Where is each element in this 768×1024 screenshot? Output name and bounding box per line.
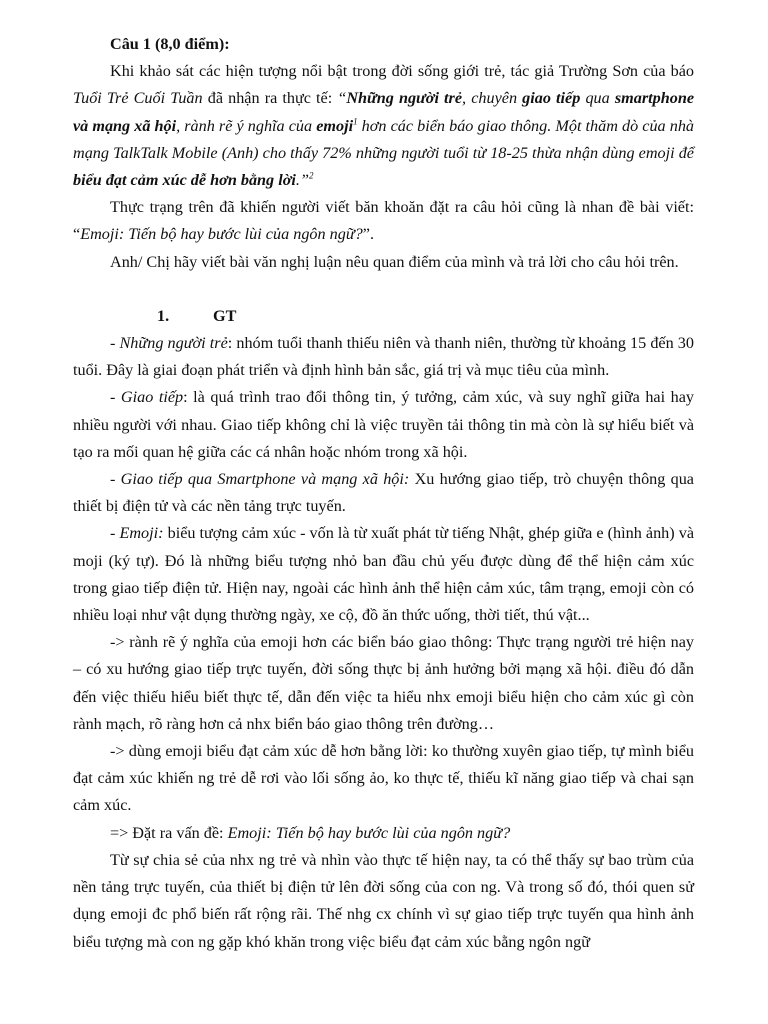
quote-keyword: emoji — [316, 116, 354, 135]
problem-question: Emoji: Tiến bộ hay bước lùi của ngôn ngữ? — [227, 823, 511, 842]
newspaper-name: Tuổi Trẻ Cuối Tuần — [73, 89, 203, 108]
prompt-paragraph — [73, 58, 694, 194]
problem-statement — [73, 820, 694, 847]
problem-prefix: => Đặt ra vấn đề: — [110, 823, 228, 842]
prompt-text: Khi khảo sát các hiện tượng nổi bật trong đời sống giới trẻ, tác giả Trường Sơn của báo — [110, 62, 694, 81]
quote-text: , chuyên — [462, 89, 523, 108]
prompt-text: đã nhận ra thực tế: — [202, 89, 338, 108]
definition-emoji — [73, 520, 694, 629]
section-title: GT — [213, 306, 237, 325]
definition-term: Emoji: — [119, 524, 164, 543]
question-heading: Câu 1 (8,0 điểm): — [110, 35, 230, 53]
quote-keyword: giao tiếp — [522, 89, 581, 108]
quote-keyword: Những người trẻ — [346, 89, 463, 108]
quote-text: qua — [580, 89, 615, 108]
quote-keyword: biểu đạt cảm xúc dễ hơn bằng lời — [73, 171, 296, 190]
definition-dash: - — [110, 524, 120, 543]
definition-smartphone-communication — [73, 466, 694, 520]
definition-text: Xu hướng giao tiếp, trò chuyện thông qua thiết bị điện tử và các nền tảng trực tuyến. — [73, 470, 694, 516]
quote-open: “ — [337, 89, 347, 108]
definition-term: - Giao tiếp qua Smartphone và mạng xã hội: — [110, 470, 410, 489]
context-text: ”. — [362, 225, 374, 244]
spacer — [73, 276, 694, 303]
analysis-emotion-expression: -> dùng emoji biểu đạt cảm xúc dễ hơn bằng lời: ko thường xuyên giao tiếp, tự mình biểu đạt cảm xúc khiến ng trẻ dễ rơi vào lối sống ảo, ko thực tế, thiếu kĩ năng giao tiếp và chai sạn cảm xúc. — [73, 742, 694, 815]
analysis-traffic-signs: -> rành rẽ ý nghĩa của emoji hơn các biển báo giao thông: Thực trạng người trẻ hiện nay – có xu hướng giao tiếp trực tuyến, đời sống thực bị ảnh hưởng bởi mạng xã hội. điều đó dẫn đến việc thiếu hiểu biết thực tế, dẫn đến việc ta hiểu nhx emoji biểu hiện cho cảm xúc gì còn rành mạch, rõ ràng hơn cả nhx biển báo giao thông trên đường… — [73, 633, 694, 733]
task-paragraph: Anh/ Chị hãy viết bài văn nghị luận nêu quan điểm của mình và trả lời cho câu hỏi trên. — [110, 252, 679, 271]
definition-text: biểu tượng cảm xúc - vốn là từ xuất phát từ tiếng Nhật, ghép giữa e (hình ảnh) và moji (ký tự). Đó là những biểu tượng nhỏ ban đầu chủ yếu được dùng để thể hiện cảm xúc trong giao tiếp điện tử. Hiện nay, ngoài các hình ảnh thể hiện cảm xúc, tâm trạng, emoji còn có nhiều loại như vật dụng thường ngày, xe cộ, đồ ăn thức uống, thời tiết, thú vật... — [73, 524, 694, 625]
quote-close: .” — [295, 171, 309, 190]
footnote-ref: 2 — [308, 170, 314, 181]
definition-text: : là quá trình trao đổi thông tin, ý tưởng, cảm xúc, và suy nghĩ giữa hai hay nhiều người với nhau. Giao tiếp không chỉ là việc truyền tải thông tin mà còn là sự hiểu biết và tạo ra mối quan hệ giữa các cá nhân hoặc nhóm trong xã hội. — [73, 388, 695, 461]
definition-term: - Giao tiếp — [110, 388, 184, 407]
section-heading — [73, 303, 694, 330]
quote-keyword: smartphone và mạng xã hội — [73, 89, 695, 135]
definition-communication — [73, 384, 694, 466]
body-paragraph: Từ sự chia sẻ của nhx ng trẻ và nhìn vào thực tế hiện nay, ta có thể thấy sự bao trùm của nền tảng trực tuyến, của thiết bị điện tử lên đời sống của con ng. Và trong số đó, thói quen sử dụng emoji đc phổ biến rất rộng rãi. Thế nhg cx chính vì sự giao tiếp trực tuyến qua hình ảnh biểu tượng mà con ng gặp khó khăn trong việc biểu đạt cảm xúc bằng ngôn ngữ — [73, 850, 694, 951]
definition-term: - Những người trẻ — [110, 334, 228, 353]
footnote-ref: 1 — [353, 116, 358, 127]
definition-text: : nhóm tuổi thanh thiếu niên và thanh niên, thường từ khoảng 15 đến 30 tuổi. Đây là giai đoạn phát triển và định hình bản sắc, giá trị và mục tiêu của mình. — [73, 334, 694, 380]
context-paragraph — [73, 194, 694, 248]
section-number: 1. — [157, 306, 170, 325]
quote-text: hơn các biển báo giao thông. Một thăm dò của nhà mạng TalkTalk Mobile (Anh) cho thấy 72% những người tuổi từ 18-25 thừa nhận dùng emoji để — [73, 116, 695, 162]
context-text: Thực trạng trên đã khiến người viết băn khoăn đặt ra câu hỏi cũng là nhan đề bài viết: “ — [73, 198, 694, 244]
quote-text: , rành rẽ ý nghĩa của — [176, 116, 317, 135]
definition-young-people — [73, 330, 694, 384]
article-title: Emoji: Tiến bộ hay bước lùi của ngôn ngữ? — [80, 225, 363, 244]
